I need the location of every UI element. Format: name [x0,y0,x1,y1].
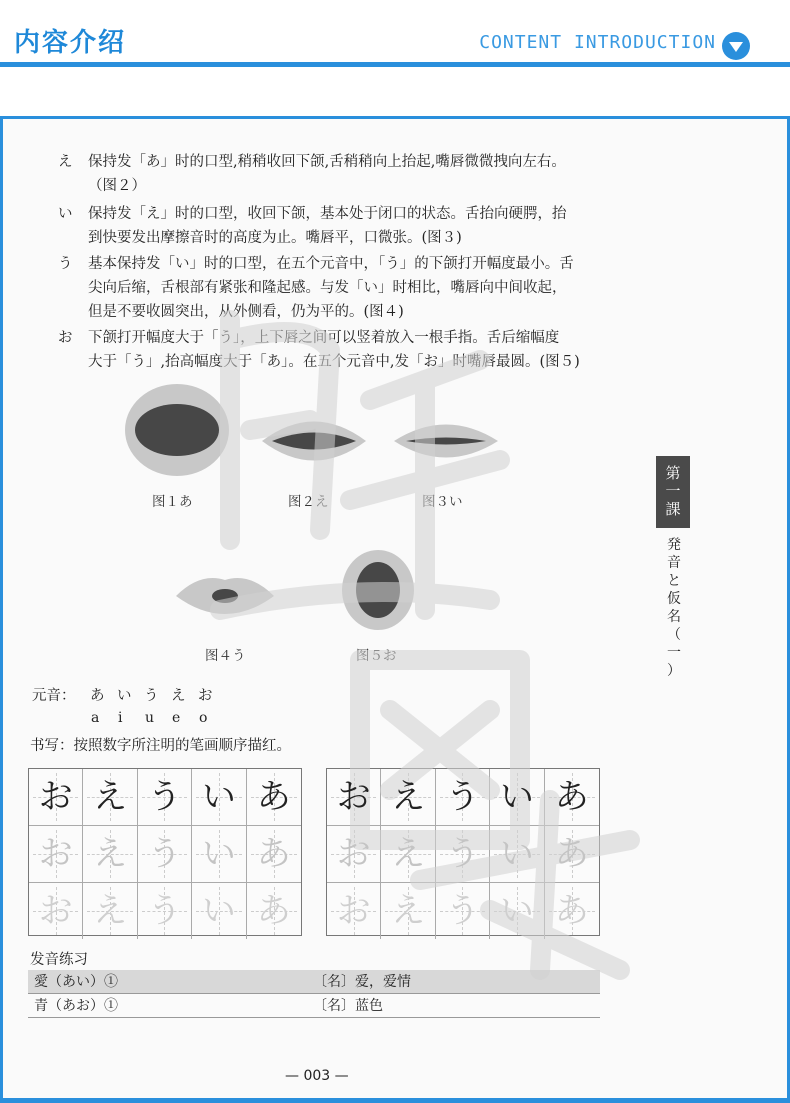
section-subtitle: CONTENT INTRODUCTION [479,32,716,53]
lesson-tab-char: 課 [665,500,681,518]
mouth-figure-i [390,414,502,468]
vowel-romaji-row [91,710,226,726]
figure-caption: 图３い [422,494,463,510]
vowel-kana: い [117,688,132,704]
lesson-tab-char: 第 [665,464,681,482]
figure-caption: 图４う [205,648,246,664]
practice-meaning: 〔名〕爱，爱情 [313,974,411,990]
grid-cell-trace: い [192,826,246,883]
vowel-romaji: u [145,710,155,726]
grid-cell-trace: え [381,826,435,883]
grid-cell-trace: あ [247,826,301,883]
lesson-subtitle-char: 音 [667,555,681,571]
mouth-figure-o [340,548,416,632]
vowel-kana: お [198,688,213,704]
mouth-figure-u [174,566,276,626]
grid-cell-ghost: あ [247,883,301,939]
lesson-subtitle-char: と [667,573,681,589]
paragraph-line: 基本保持发「い」时的口型，在五个元音中，「う」的下颌打开幅度最小。舌 [88,256,574,272]
lesson-subtitle-char: 一 [667,645,681,661]
grid-cell: え [381,769,435,826]
grid-cell-ghost: い [192,883,246,939]
vowel-kana-row [90,684,225,705]
section-title: 内容介绍 [14,28,127,58]
paragraph-o [58,326,606,374]
paragraph-e [58,150,606,198]
lesson-subtitle-char: 発 [667,537,681,553]
grid-cell: あ [545,769,599,826]
grid-cell-ghost: え [381,883,435,939]
writing-grid-left [28,768,302,936]
lesson-tab [656,456,690,528]
vowel-romaji: o [199,710,208,726]
practice-word: 青（あお）① [34,998,118,1014]
paragraph-kana: お [58,330,73,346]
practice-meaning: 〔名〕蓝色 [313,998,383,1014]
grid-cell: い [192,769,246,826]
paragraph-line: （图２） [88,178,146,194]
grid-cell-ghost: う [436,883,490,939]
figure-caption: 图５お [356,648,397,664]
paragraph-kana: え [58,154,73,170]
grid-cell-trace: お [327,826,381,883]
page-number: — 003 — [285,1068,349,1084]
practice-word: 愛（あい）① [34,974,118,990]
grid-cell: あ [247,769,301,826]
practice-table [28,970,600,1018]
grid-cell-ghost: う [138,883,192,939]
vowel-kana: え [171,688,186,704]
figure-caption: 图２え [288,494,329,510]
paragraph-line: 保持发「え」时的口型，收回下颌，基本处于闭口的状态。舌抬向硬腭，抬 [88,206,567,222]
vowel-romaji: a [91,710,100,726]
mouth-figure-a [122,382,232,478]
grid-cell: う [436,769,490,826]
grid-cell-trace: う [138,826,192,883]
grid-cell-ghost: え [83,883,137,939]
vowel-romaji: e [172,710,181,726]
writing-instruction: 书写：按照数字所注明的笔画顺序描红。 [30,738,291,754]
grid-cell-trace: え [83,826,137,883]
paragraph-kana: う [58,256,73,272]
paragraph-i [58,202,606,250]
vowel-label: 元音： [32,688,76,704]
grid-cell-ghost: い [490,883,544,939]
paragraph-kana: い [58,206,73,222]
vowel-kana: う [144,688,159,704]
mouth-figure-e [258,410,370,472]
grid-cell-trace: お [29,826,83,883]
paragraph-line: 保持发「あ」时的口型,稍稍收回下颌,舌稍稍向上抬起,嘴唇微微拽向左右。 [88,154,566,170]
table-row [28,970,600,994]
paragraph-line: 但是不要收圆突出，从外侧看，仍为平的。(图４) [88,304,404,320]
table-row [28,994,600,1018]
paragraph-line: 大于「う」,抬高幅度大于「あ」。在五个元音中,发「お」时嘴唇最圆。(图５) [88,354,580,370]
lesson-subtitle-char: 仮 [667,591,681,607]
grid-cell-ghost: お [29,883,83,939]
paragraph-line: 到快要发出摩擦音时的高度为止。嘴唇平，口微张。(图３) [88,230,462,246]
vowel-kana: あ [90,688,105,704]
grid-cell-ghost: お [327,883,381,939]
vowel-romaji: i [118,710,123,726]
practice-title: 发音练习 [30,952,88,968]
paragraph-line: 下颌打开幅度大于「う」，上下唇之间可以竖着放入一根手指。舌后缩幅度 [88,330,560,346]
grid-cell: い [490,769,544,826]
grid-cell: お [327,769,381,826]
lesson-tab-char: 一 [665,482,681,500]
grid-cell-trace: い [490,826,544,883]
lesson-subtitle-char: 名 [667,609,681,625]
figure-caption: 图１あ [152,494,193,510]
paragraph-line: 尖向后缩，舌根部有紧张和隆起感。与发「い」时相比，嘴唇向中间收起， [88,280,567,296]
writing-grid-right [326,768,600,936]
grid-cell: お [29,769,83,826]
grid-cell: う [138,769,192,826]
grid-cell-ghost: あ [545,883,599,939]
grid-cell-trace: あ [545,826,599,883]
lesson-subtitle [664,536,684,680]
grid-cell: え [83,769,137,826]
grid-cell-trace: う [436,826,490,883]
lesson-subtitle-char: （ [667,627,681,643]
lesson-subtitle-char: ） [667,663,681,679]
paragraph-u [58,252,606,324]
